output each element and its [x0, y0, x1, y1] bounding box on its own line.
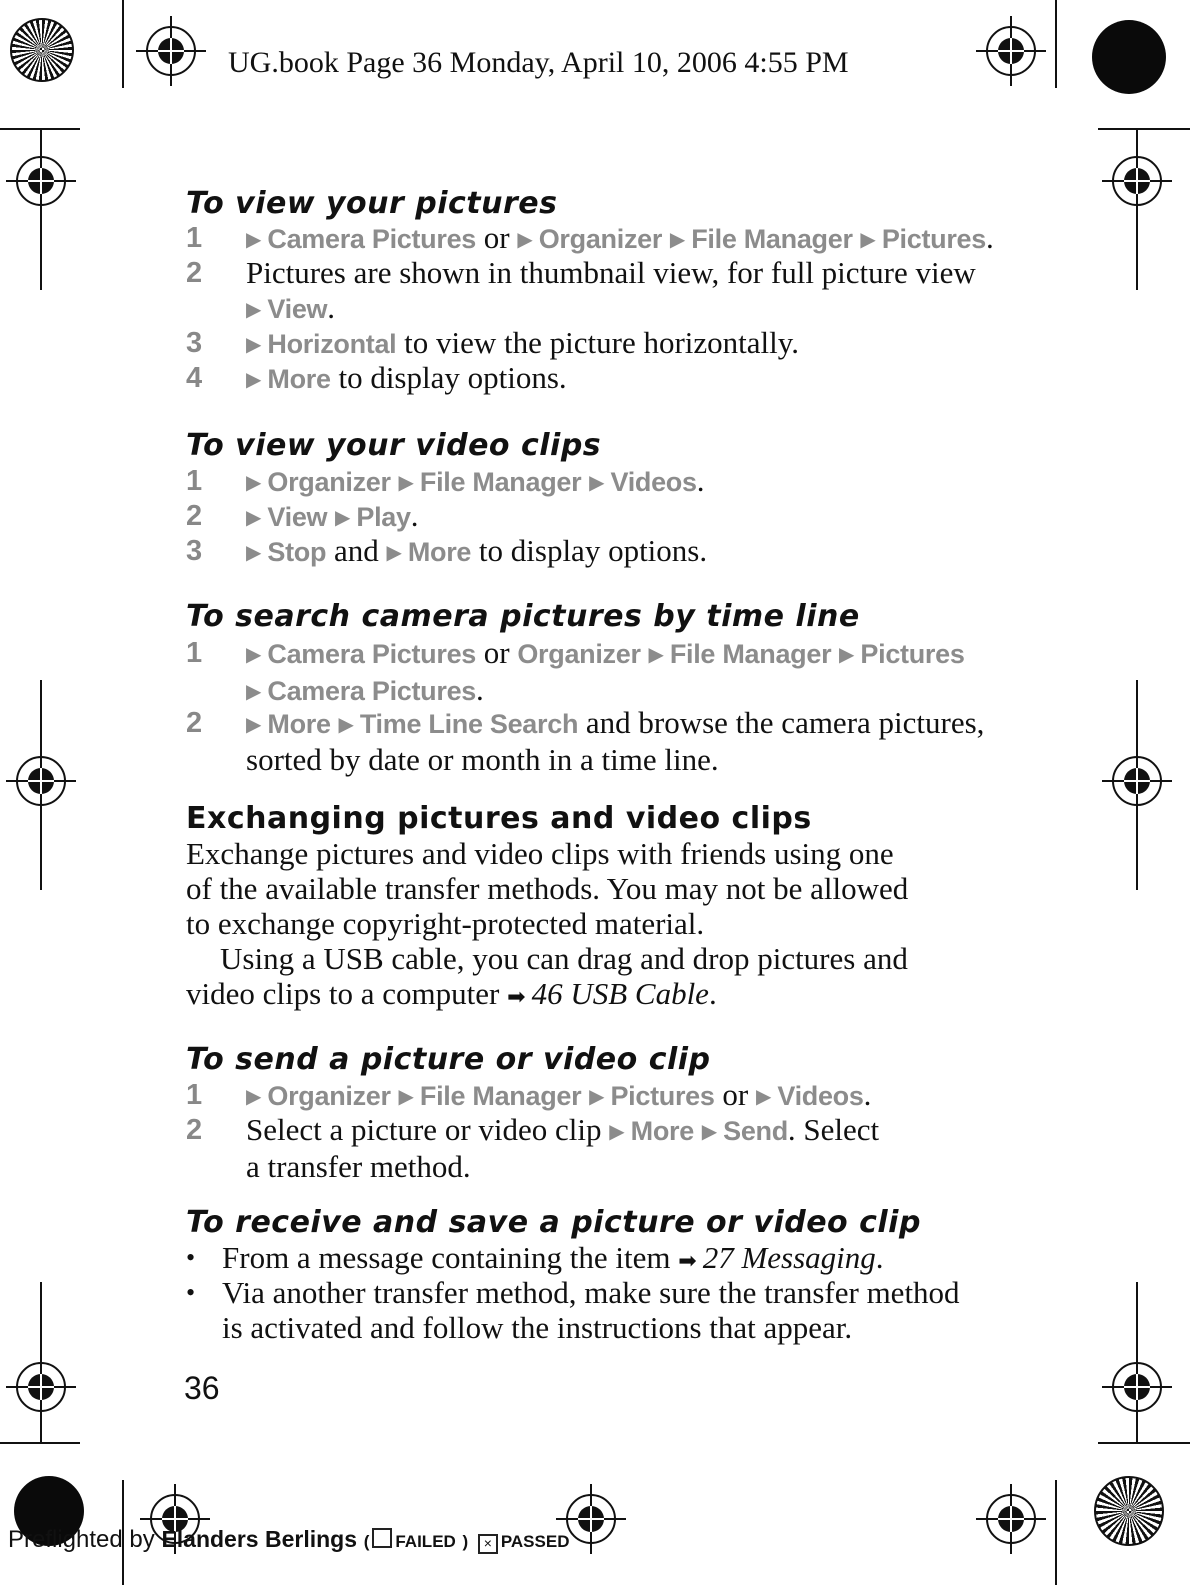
arrow-icon: ▶	[246, 1084, 262, 1108]
step-number: 2	[186, 707, 203, 739]
step-text	[246, 463, 704, 500]
step-text	[246, 1112, 879, 1184]
arrow-icon: ▶	[669, 227, 686, 251]
punctuation: .	[863, 1077, 872, 1112]
arrow-icon: ▶	[334, 505, 351, 529]
step-number: 2	[186, 1114, 203, 1146]
arrow-icon: ▶	[517, 227, 533, 251]
step-text	[246, 1077, 871, 1114]
arrow-icon: ▶	[589, 470, 605, 494]
step-description: to view the picture horizontally.	[404, 325, 799, 360]
menu-command: Pictures	[610, 1081, 715, 1111]
connector-text: or	[483, 220, 510, 255]
step-description: . Select	[787, 1112, 880, 1147]
punctuation: .	[410, 498, 419, 533]
arrow-icon: ▶	[246, 679, 262, 703]
arrow-icon: ▶	[860, 227, 876, 251]
brand-logo-text: Elanders Berlings	[161, 1526, 358, 1552]
menu-command: View	[267, 502, 328, 532]
arrow-icon: ▶	[839, 642, 855, 666]
step-text	[246, 255, 976, 327]
section-title: To receive and save a picture or video clip	[186, 1205, 921, 1240]
menu-command: More	[630, 1116, 694, 1146]
step-description: a transfer method.	[246, 1149, 471, 1184]
step-number: 1	[186, 222, 203, 254]
section-title: To view your video clips	[186, 428, 602, 463]
menu-command: Videos	[777, 1081, 864, 1111]
step-description: and browse the camera pictures,	[585, 705, 985, 740]
step-text	[246, 533, 707, 570]
menu-command: File Manager	[691, 224, 853, 254]
punctuation: .	[476, 672, 484, 707]
menu-command: Send	[723, 1116, 788, 1146]
step-number: 2	[186, 257, 203, 289]
connector-text: or	[483, 635, 510, 670]
arrow-icon: ▶	[398, 1084, 414, 1108]
bullet-description: From a message containing the item	[222, 1240, 671, 1275]
arrow-icon: ▶	[246, 505, 262, 529]
punctuation: .	[875, 1240, 884, 1275]
bullet-text	[222, 1275, 960, 1345]
registration-mark-icon	[976, 16, 1046, 86]
arrow-icon: ▶	[398, 470, 414, 494]
arrow-icon: ▶	[386, 540, 402, 564]
section-title: To send a picture or video clip	[186, 1042, 711, 1077]
arrow-icon: ▶	[246, 470, 262, 494]
arrow-icon: ▶	[246, 540, 262, 564]
reference-arrow-icon: ➡	[507, 985, 526, 1010]
passed-label: PASSED	[500, 1532, 570, 1551]
paren-open: (	[363, 1532, 370, 1551]
failed-label: FAILED	[395, 1532, 456, 1551]
arrow-icon: ▶	[246, 712, 262, 736]
menu-command: Time Line Search	[359, 709, 579, 739]
bullet-text	[222, 1240, 884, 1276]
body-line: video clips to a computer	[186, 976, 500, 1011]
menu-command: Organizer	[267, 467, 391, 497]
checkbox-empty-icon	[372, 1528, 392, 1548]
step-text	[246, 498, 418, 535]
body-line: Exchange pictures and video clips with friends using one	[186, 836, 894, 871]
cross-reference-link[interactable]: 27 Messaging	[702, 1240, 876, 1275]
cross-reference-link[interactable]: 46 USB Cable	[531, 976, 709, 1011]
step-text	[246, 360, 567, 397]
reference-arrow-icon: ➡	[678, 1249, 697, 1274]
menu-command: Videos	[610, 467, 697, 497]
menu-command: File Manager	[419, 467, 582, 497]
menu-command: Stop	[267, 537, 327, 567]
step-text	[246, 635, 965, 709]
step-text	[246, 325, 799, 362]
preflight-label: Preflighted by	[8, 1526, 155, 1553]
section-title: To view your pictures	[186, 186, 558, 221]
registration-mark-icon	[1102, 1352, 1172, 1422]
arrow-icon: ▶	[246, 297, 262, 321]
menu-command: Organizer	[267, 1081, 391, 1111]
step-number: 3	[186, 327, 203, 359]
bullet-description: is activated and follow the instructions that appear.	[222, 1310, 853, 1345]
arrow-icon: ▶	[246, 367, 262, 391]
connector-text: and	[333, 533, 379, 568]
arrow-icon: ▶	[246, 227, 262, 251]
menu-command: Organizer	[517, 639, 641, 669]
registration-mark-icon	[976, 1484, 1046, 1554]
registration-mark-icon	[6, 146, 76, 216]
menu-command: Camera Pictures	[267, 224, 477, 254]
menu-command: Pictures	[881, 224, 986, 254]
connector-text: or	[722, 1077, 749, 1112]
arrow-icon: ▶	[589, 1084, 605, 1108]
menu-command: More	[407, 537, 472, 567]
step-number: 4	[186, 362, 203, 394]
solid-dot-icon	[1092, 20, 1166, 94]
menu-command: Camera Pictures	[267, 676, 477, 706]
menu-command: Play	[356, 502, 411, 532]
punctuation: .	[985, 220, 994, 255]
step-number: 1	[186, 1079, 203, 1111]
arrow-icon: ▶	[246, 332, 262, 356]
arrow-icon: ▶	[338, 712, 354, 736]
menu-command: More	[267, 364, 331, 394]
registration-mark-icon	[6, 746, 76, 816]
section-title: To search camera pictures by time line	[186, 599, 860, 634]
arrow-icon: ▶	[246, 642, 262, 666]
step-number: 1	[186, 465, 203, 497]
preflight-stamp	[8, 1526, 569, 1554]
menu-command: Organizer	[538, 224, 663, 254]
menu-command: View	[267, 294, 328, 324]
punctuation: .	[696, 463, 705, 498]
step-number: 2	[186, 500, 203, 532]
body-line: of the available transfer methods. You may not be allowed	[186, 871, 909, 906]
step-text	[246, 220, 994, 257]
arrow-icon: ▶	[755, 1084, 772, 1108]
menu-command: More	[267, 709, 331, 739]
star-target-icon	[1094, 1476, 1164, 1546]
bullet-icon: •	[186, 1243, 196, 1272]
checkbox-checked-icon: ×	[478, 1534, 498, 1554]
body-line: Using a USB cable, you can drag and drop pictures and	[220, 941, 908, 976]
menu-command: File Manager	[669, 639, 832, 669]
step-description: to display options.	[338, 360, 567, 395]
menu-command: Horizontal	[267, 329, 397, 359]
step-number: 3	[186, 535, 203, 567]
arrow-icon: ▶	[609, 1119, 625, 1143]
step-description: to display options.	[478, 533, 708, 568]
section-heading: Exchanging pictures and video clips	[186, 801, 812, 836]
body-line: to exchange copyright-protected material.	[186, 906, 705, 941]
page-number: 36	[184, 1370, 220, 1406]
menu-command: File Manager	[419, 1081, 582, 1111]
registration-mark-icon	[1102, 146, 1172, 216]
registration-mark-icon	[136, 16, 206, 86]
punctuation: .	[708, 976, 717, 1011]
menu-command: Camera Pictures	[267, 639, 477, 669]
step-number: 1	[186, 637, 203, 669]
step-description: sorted by date or month in a time line.	[246, 742, 719, 777]
print-header: UG.book Page 36 Monday, April 10, 2006 4:55 PM	[228, 46, 849, 79]
arrow-icon: ▶	[701, 1119, 718, 1143]
step-description: Select a picture or video clip	[246, 1112, 602, 1147]
body-paragraph	[186, 836, 908, 1015]
registration-mark-icon	[1102, 746, 1172, 816]
bullet-icon: •	[186, 1278, 196, 1307]
menu-command: Pictures	[860, 639, 965, 669]
step-description: Pictures are shown in thumbnail view, for full picture view	[246, 255, 976, 290]
step-text	[246, 705, 984, 777]
star-target-icon	[10, 18, 74, 82]
registration-mark-icon	[6, 1352, 76, 1422]
punctuation: .	[327, 290, 335, 325]
arrow-icon: ▶	[648, 642, 664, 666]
bullet-description: Via another transfer method, make sure the transfer method	[222, 1275, 960, 1310]
paren-close: )	[462, 1532, 469, 1551]
